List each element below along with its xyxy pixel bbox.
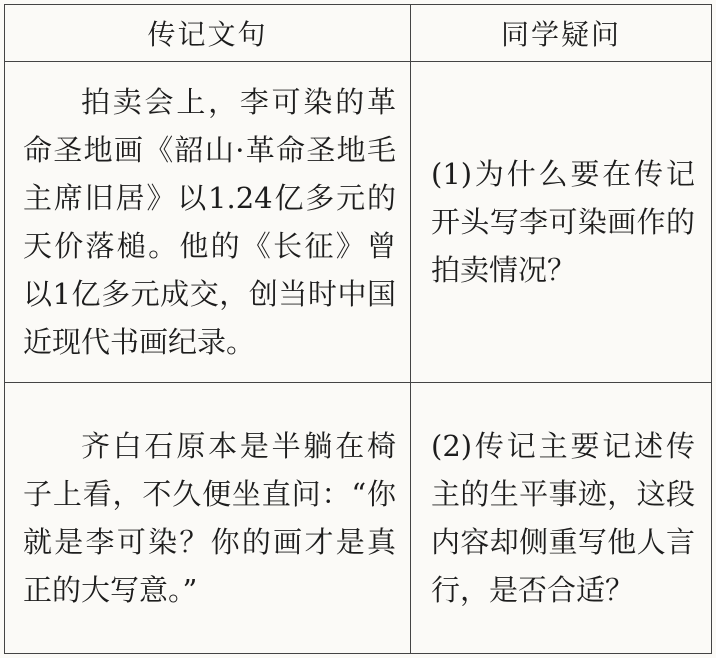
table-row [5, 62, 712, 383]
biography-sentence-text: 齐白石原本是半躺在椅子上看，不久便坐直问：“你就是李可染？你的画才是真正的大写意。” [23, 429, 396, 608]
question-cell [411, 383, 712, 654]
header-biography-sentence: 传记文句 [5, 5, 411, 62]
question-cell [411, 62, 712, 383]
sentence-cell [5, 383, 411, 654]
sentence-question-table [4, 4, 712, 654]
sentence-cell [5, 62, 411, 383]
student-question-text: (2)传记主要记述传主的生平事迹，这段内容却侧重写他人言行，是否合适？ [431, 429, 695, 608]
biography-sentence-text: 拍卖会上，李可染的革命圣地画《韶山·革命圣地毛主席旧居》以1.24亿多元的天价落槌。他的《长征》曾以1亿多元成交，创当时中国近现代书画纪录。 [23, 85, 396, 360]
table-row [5, 383, 712, 654]
student-question-text: (1)为什么要在传记开头写李可染画作的拍卖情况？ [431, 157, 695, 288]
header-row [5, 5, 712, 62]
header-student-question: 同学疑问 [411, 5, 712, 62]
